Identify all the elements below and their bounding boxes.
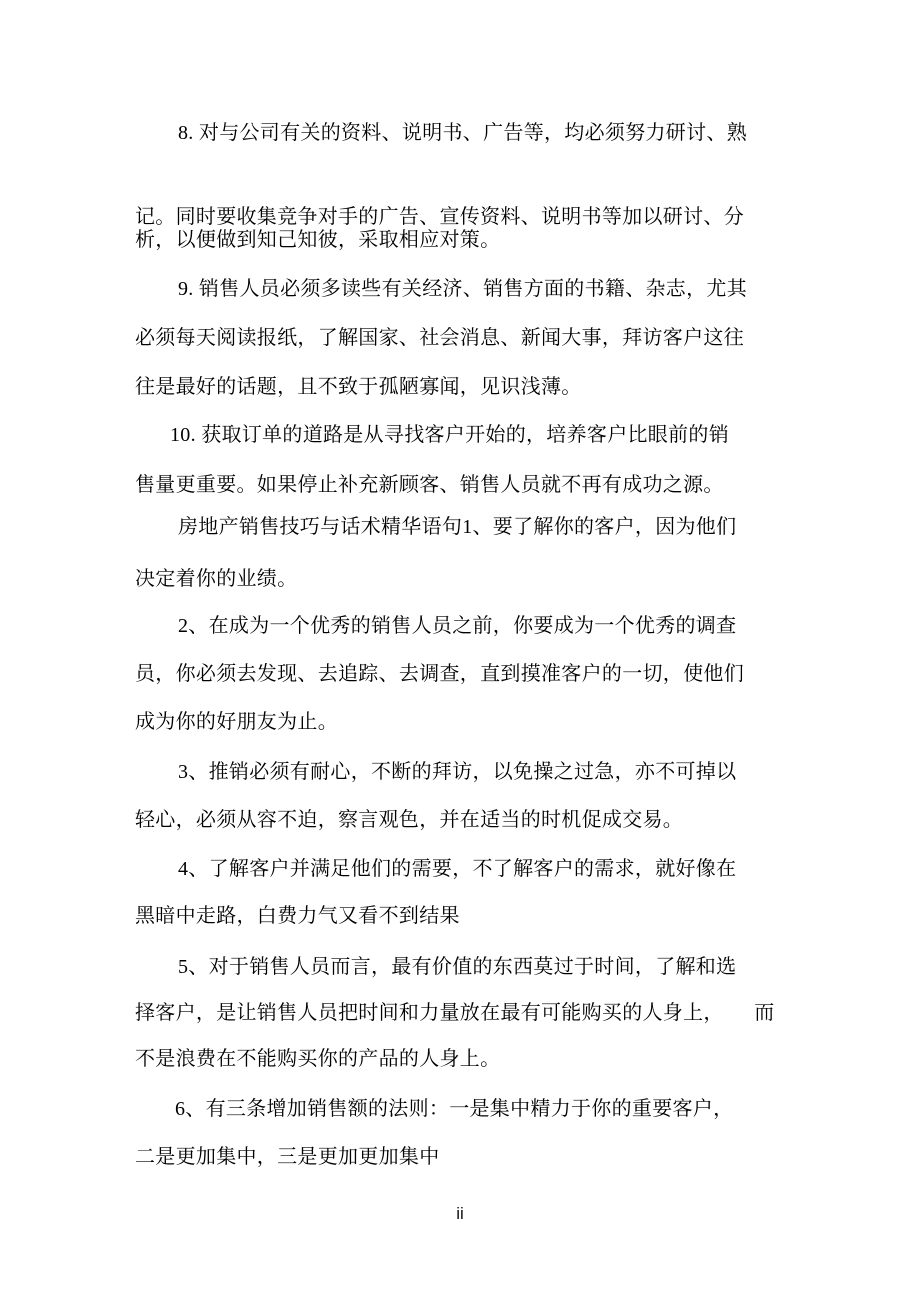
text-line: 10. 获取订单的道路是从寻找客户开始的，培养客户比眼前的销 xyxy=(170,424,729,446)
text-line: 不是浪费在不能购买你的产品的人身上。 xyxy=(135,1048,501,1070)
text-line: 往是最好的话题，且不致于孤陋寡闻，见识浅薄。 xyxy=(135,376,582,398)
text-line: 择客户，是让销售人员把时间和力量放在最有可能购买的人身上， 而 xyxy=(135,1002,775,1024)
text-line: 析，以便做到知己知彼，采取相应对策。 xyxy=(135,229,501,251)
text-line: 6、有三条增加销售额的法则：一是集中精力于你的重要客户， xyxy=(175,1098,734,1120)
text-line: 员，你必须去发现、去追踪、去调查，直到摸准客户的一切，使他们 xyxy=(135,663,744,685)
text-line: 轻心，必须从容不迫，察言观色，并在适当的时机促成交易。 xyxy=(135,809,684,831)
text-line: 黑暗中走路，白费力气又看不到结果 xyxy=(135,905,460,927)
text-line: 9. 销售人员必须多读些有关经济、销售方面的书籍、杂志，尤其 xyxy=(178,278,747,300)
text-line: 4、了解客户并满足他们的需要，不了解客户的需求，就好像在 xyxy=(178,858,737,880)
text-line: 2、在成为一个优秀的销售人员之前，你要成为一个优秀的调查 xyxy=(178,615,737,637)
text-line: 记。同时要收集竞争对手的广告、宣传资料、说明书等加以研讨、分 xyxy=(135,206,744,228)
text-line: 售量更重要。如果停止补充新顾客、销售人员就不再有成功之源。 xyxy=(135,474,724,496)
text-line: 8. 对与公司有关的资料、说明书、广告等，均必须努力研讨、熟 xyxy=(178,122,747,144)
text-line: 3、推销必须有耐心，不断的拜访，以免操之过急，亦不可掉以 xyxy=(178,761,737,783)
page-number: ii xyxy=(456,1204,464,1223)
text-line: 房地产销售技巧与话术精华语句1、要了解你的客户，因为他们 xyxy=(178,516,737,538)
text-line: 二是更加集中，三是更加更加集中 xyxy=(135,1146,440,1168)
text-line: 必须每天阅读报纸，了解国家、社会消息、新闻大事，拜访客户这往 xyxy=(135,327,744,349)
text-line: 成为你的好朋友为止。 xyxy=(135,711,338,733)
text-line: 5、对于销售人员而言，最有价值的东西莫过于时间，了解和选 xyxy=(178,956,737,978)
text-line: 决定着你的业绩。 xyxy=(135,568,298,590)
